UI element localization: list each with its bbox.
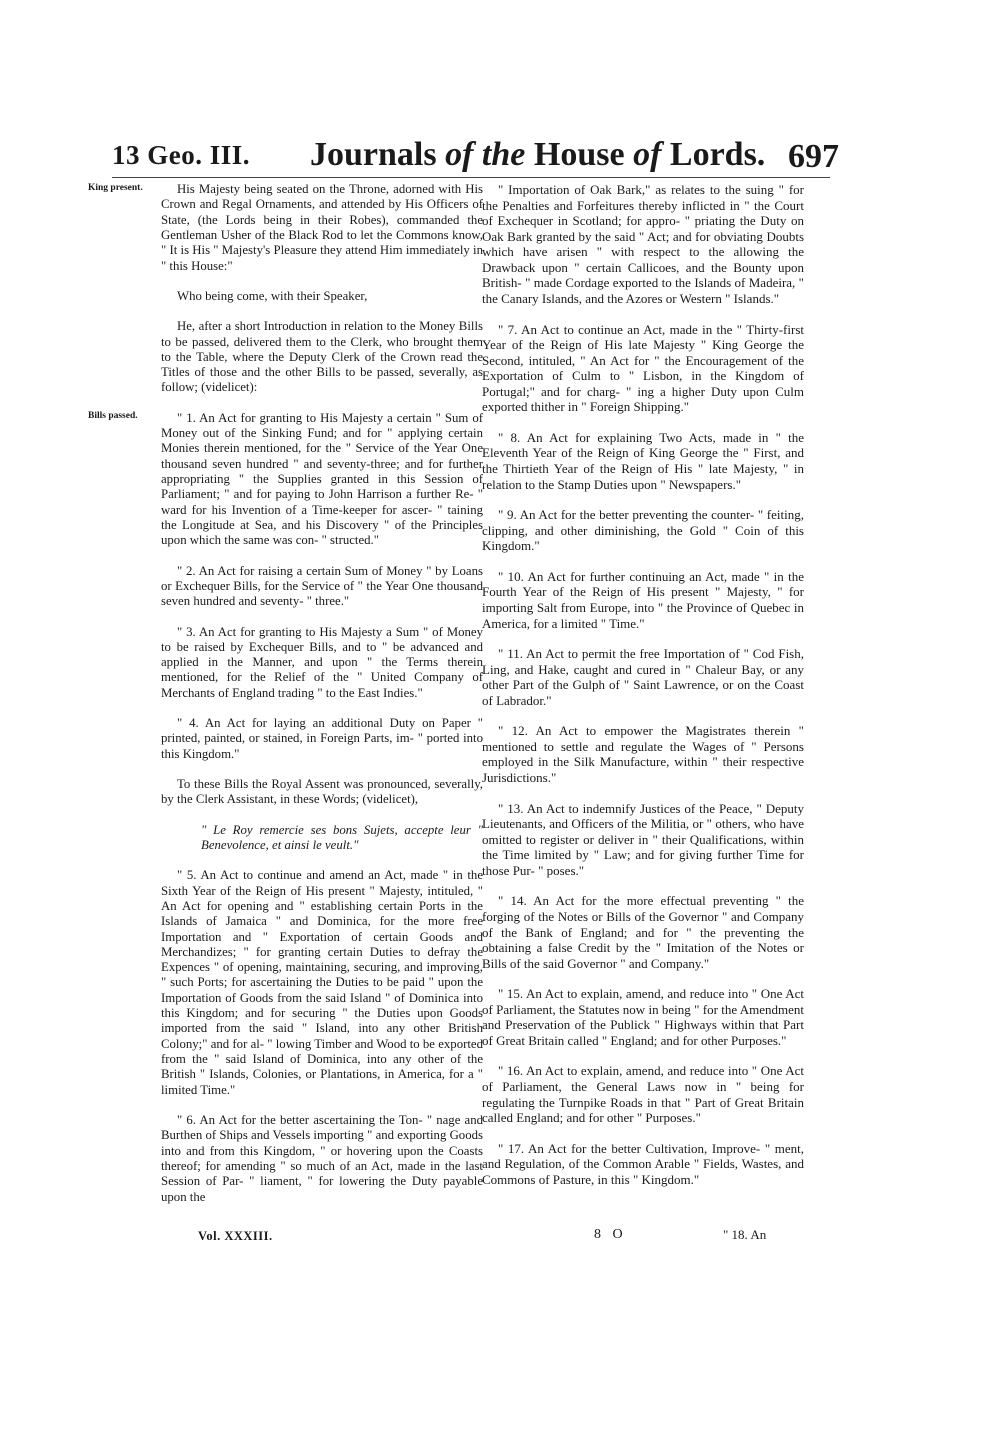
footer-signature: 8 O bbox=[594, 1227, 627, 1242]
paragraph: " Importation of Oak Bark," as relates to the suing " for the Penalties and Forfeitures thereby inflicted in " the Court of Exchequer in Scotland; for appro- " priating the Duty on Oak Bark granted by the said " Act; and for obviating Doubts which have arisen " with respect to the allowing the Drawback upon " certain Callicoes, and the Bounty upon British- " made Cordage exported to the Islands of Madeira, " the Canary Islands, and the Azores or Western " Islands." bbox=[482, 182, 804, 306]
header-rule bbox=[112, 177, 830, 178]
margin-note-king-present: King present. bbox=[88, 183, 143, 193]
right-column bbox=[482, 182, 804, 1202]
running-head-left: 13 Geo. III. bbox=[112, 140, 251, 170]
paragraph: " 15. An Act to explain, amend, and reduce into " One Act of Parliament, the Statutes now in being " for the Amendment and Preservation of the Publick " Highways within that Part of Great Britain called " England; and for other Purposes." bbox=[482, 986, 804, 1048]
paragraph: " 7. An Act to continue an Act, made in the " Thirty-first Year of the Reign of His late Majesty " King George the Second, intituled, " An Act for " the Encouragement of the Exportation of Culm to " Lisbon, in the Kingdom of Portugal;" and for charg- " ing a higher Duty upon Culm exported thither in " Foreign Shipping." bbox=[482, 321, 804, 415]
paragraph: " 6. An Act for the better ascertaining the Ton- " nage and Burthen of Ships and Vessels importing " and exporting Goods into and from this Kingdom, " or hovering upon the Coasts thereof; for amending " so much of an Act, made in the last Session of Par- " liament, " for lowering the Duty payable upon the bbox=[161, 1112, 483, 1204]
paragraph: To these Bills the Royal Assent was pronounced, severally, by the Clerk Assistant, in these Words; (videlicet), bbox=[161, 777, 483, 807]
paragraph: " 10. An Act for further continuing an Act, made " in the Fourth Year of the Reign of His present " Majesty, " for importing Salt from Europe, into " the Province of Quebec in America, for a limited " Time." bbox=[482, 568, 804, 631]
paragraph: " 4. An Act for laying an additional Duty on Paper " printed, painted, or stained, in Foreign Parts, im- " ported into this Kingdom." bbox=[161, 716, 483, 761]
paragraph: " 3. An Act for granting to His Majesty a Sum " of Money to be raised by Exchequer Bills, and to " be advanced and applied in the Manner, and upon " the Terms therein mentioned, for the Relief of the " United Company of Merchants of England trading " to the East Indies." bbox=[161, 624, 483, 700]
royal-assent-quote: " Le Roy remercie ses bons Sujets, accepte leur " Benevolence, et ainsi le veult." bbox=[201, 822, 483, 852]
paragraph: " 16. An Act to explain, amend, and reduce into " One Act of Parliament, the General Laws now in " being for regulating the Turnpike Roads in that " Part of Great Britain called England; and for other " Purposes." bbox=[482, 1063, 804, 1126]
paragraph: Who being come, with their Speaker, bbox=[177, 288, 368, 303]
title-part-3: Lords. bbox=[661, 136, 766, 173]
paragraph: " 8. An Act for explaining Two Acts, made in " the Eleventh Year of the Reign of King George the " First, and the Thirtieth Year of the Reign of His " late Majesty, " in relation to the Stamp Duties upon " Newspapers." bbox=[482, 429, 804, 492]
paragraph: " 13. An Act to indemnify Justices of the Peace, " Deputy Lieutenants, and Officers of the Militia, or " others, who have omitted to register or deliver in " their Qualifications, within the Time limited by " Law; and for giving further Time for those Pur- " poses." bbox=[482, 800, 804, 878]
footer-volume: Vol. XXXIII. bbox=[198, 1229, 273, 1243]
paragraph: " 11. An Act to permit the free Importation of " Cod Fish, Ling, and Hake, caught and cured in " Chaleur Bay, or any other Part of the Gulph of " Saint Lawrence, or on the Coast of Labrador." bbox=[482, 646, 804, 708]
paragraph: " 2. An Act for raising a certain Sum of Money " by Loans or Exchequer Bills, for the Service of " the Year One thousand seven hundred and seventy- " three." bbox=[161, 563, 483, 609]
left-column bbox=[161, 182, 483, 1220]
title-of-the: of the bbox=[445, 136, 526, 173]
title-part-1: Journals bbox=[310, 136, 446, 173]
footer-catchword: " 18. An bbox=[723, 1227, 767, 1242]
page-number: 697 bbox=[788, 138, 839, 175]
page-title bbox=[310, 136, 765, 174]
paragraph: " 9. An Act for the better preventing the counter- " feiting, clipping, and other diminishing, the Gold " Coin of this Kingdom." bbox=[482, 507, 804, 554]
paragraph: " 17. An Act for the better Cultivation, Improve- " ment, and Regulation, of the Common Arable " Fields, Wastes, and Commons of Pasture, in this " Kingdom." bbox=[482, 1140, 804, 1187]
paragraph: " 14. An Act for the more effectual preventing " the forging of the Notes or Bills of the Governor " and Company of the Bank of England; and for " the preventing the obtaining a false Credit by the " Imitation of the Notes or Bills of the said Governor " and Company." bbox=[482, 893, 804, 971]
paragraph: " 12. An Act to empower the Magistrates therein " mentioned to settle and regulate the Wages of " Persons employed in the Silk Manufacture, within " their respective Jurisdictions." bbox=[482, 723, 804, 785]
paragraph: " 5. An Act to continue and amend an Act, made " in the Sixth Year of the Reign of His present " Majesty, intituled, " An Act for opening and " establishing certain Ports in the Islands of Jamaica " and Dominica, for the more free Importation and " Exportation of certain Goods and Merchandizes; " for granting certain Duties to defray the Expences " of opening, maintaining, securing, and improving, " such Ports; for ascertaining the Duties to be paid " upon the Importation of Goods from the said Island " of Dominica into this Kingdom; and for securing " the Duties upon Goods imported from the said " Island, into any other British Colony;" and for al- " lowing Timber and Wood to be exported from the " said Island of Dominica, into any other of the British " Islands, Colonies, or Plantations, in America, for a " limited Time." bbox=[161, 868, 483, 1097]
paragraph: He, after a short Introduction in relation to the Money Bills to be passed, delivered them to the Clerk, who brought them to the Table, where the Deputy Clerk of the Crown read the Titles of those and the other Bills to be passed, severally, as follow; (videlicet): bbox=[161, 319, 483, 395]
margin-note-bills-passed: Bills passed. bbox=[88, 411, 138, 421]
title-of: of bbox=[633, 136, 662, 173]
paragraph: His Majesty being seated on the Throne, adorned with His Crown and Regal Ornaments, and attended by His Officers of State, (the Lords being in their Robes), commanded the Gentleman Usher of the Black Rod to let the Commons know, " It is His " Majesty's Pleasure they attend Him immediately in " this House:" bbox=[161, 182, 483, 273]
paragraph: " 1. An Act for granting to His Majesty a certain " Sum of Money out of the Sinking Fund; and for " applying certain Monies therein mentioned, for the " Service of the Year One thousand seven hundred " and seventy-three; and for further appropriating " the Supplies granted in this Session of Parliament; " and for paying to John Harrison a further Re- " ward for his Invention of a Time-keeper for ascer- " taining the Longitude at Sea, and his Discovery " of the Principles upon which the same was con- " structed." bbox=[161, 410, 483, 548]
title-part-2: House bbox=[525, 136, 634, 173]
